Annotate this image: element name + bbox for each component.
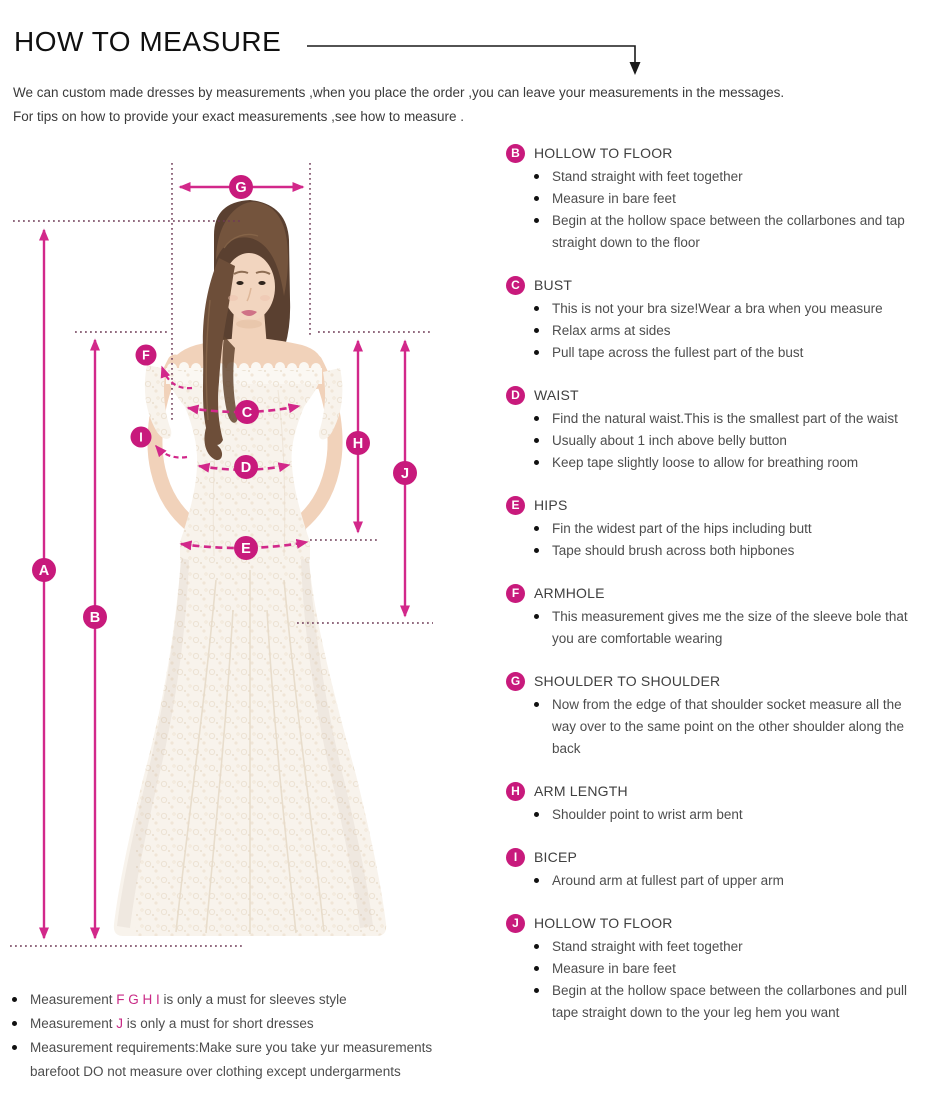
note-pre: Measurement requirements:Make sure you take yur measurements barefoot DO not measure over clothing except undergarments	[30, 1040, 433, 1079]
list-item	[534, 958, 926, 980]
note-highlight: J	[116, 1016, 124, 1031]
list-item	[534, 452, 926, 474]
svg-text:F: F	[142, 348, 150, 363]
list-item	[534, 408, 926, 430]
diagram-label-c	[235, 400, 259, 424]
note-highlight: F G H I	[116, 992, 160, 1007]
bullet-dot	[534, 306, 539, 311]
list-item	[534, 804, 926, 826]
bullet-dot	[534, 196, 539, 201]
svg-text:H: H	[352, 436, 364, 452]
bullet-dot	[534, 944, 539, 949]
bullet-dot	[534, 966, 539, 971]
list-item	[534, 342, 926, 364]
note-item	[12, 1012, 457, 1036]
list-item-text: Around arm at fullest part of upper arm	[552, 873, 784, 888]
list-item-text: Measure in bare feet	[552, 191, 676, 206]
list-item-text: This measurement gives me the size of the sleeve bole that you are comfortable wearing	[552, 609, 908, 646]
intro-line-1: We can custom made dresses by measurements ,when you place the order ,you can leave your measurements in the messages.	[13, 85, 785, 100]
diagram-label-g	[229, 175, 253, 199]
bullet-dot	[12, 1021, 17, 1026]
page-title: HOW TO MEASURE	[14, 26, 282, 57]
section-j-hollow-to-floor	[506, 913, 926, 1024]
bullet-dot	[534, 548, 539, 553]
diagram-label-j	[393, 461, 417, 485]
diagram-label-a	[32, 558, 56, 582]
note-text	[30, 1036, 455, 1084]
svg-text:D: D	[240, 460, 252, 476]
list-item	[534, 936, 926, 958]
bullet-dot	[534, 526, 539, 531]
svg-text:I: I	[139, 430, 143, 445]
bullet-dot	[534, 438, 539, 443]
list-item-text: Now from the edge of that shoulder socket measure all the way over to the same point on the other shoulder along the back	[552, 697, 904, 756]
section-title: SHOULDER TO SHOULDER	[534, 673, 721, 689]
measurement-instructions	[506, 143, 926, 1045]
section-h-arm-length	[506, 781, 926, 826]
list-item-text: Find the natural waist.This is the smallest part of the waist	[552, 411, 898, 426]
badge-e: E	[506, 496, 525, 515]
list-item-text: Stand straight with feet together	[552, 169, 743, 184]
badge-f: F	[506, 584, 525, 603]
svg-text:C: C	[241, 405, 253, 421]
intro-text	[13, 85, 784, 133]
badge-j: J	[506, 914, 525, 933]
list-item-text: Tape should brush across both hipbones	[552, 543, 795, 558]
bullet-dot	[534, 702, 539, 707]
list-item	[534, 210, 926, 254]
list-item	[534, 870, 926, 892]
section-f-armhole	[506, 583, 926, 650]
section-title: ARM LENGTH	[534, 783, 628, 799]
section-title: HOLLOW TO FLOOR	[534, 145, 673, 161]
bullet-dot	[534, 812, 539, 817]
section-title: HIPS	[534, 497, 568, 513]
note-item	[12, 1036, 457, 1084]
list-item-text: Keep tape slightly loose to allow for breathing room	[552, 455, 859, 470]
list-item	[534, 430, 926, 452]
list-item	[534, 518, 926, 540]
list-item-text: Begin at the hollow space between the collarbones and pull tape straight down to the your leg hem you want	[552, 983, 907, 1020]
bullet-dot	[534, 328, 539, 333]
measurement-notes	[12, 988, 457, 1084]
bullet-dot	[534, 416, 539, 421]
note-text	[30, 988, 455, 1012]
list-item-text: Pull tape across the fullest part of the bust	[552, 345, 804, 360]
list-item	[534, 980, 926, 1024]
svg-text:A: A	[38, 563, 50, 579]
list-item	[534, 606, 926, 650]
diagram-label-h	[346, 431, 370, 455]
badge-b: B	[506, 144, 525, 163]
list-item	[534, 540, 926, 562]
section-title: WAIST	[534, 387, 579, 403]
bullet-dot	[12, 997, 17, 1002]
diagram-label-i	[131, 427, 152, 448]
section-c-bust	[506, 275, 926, 364]
list-item-text: Fin the widest part of the hips including butt	[552, 521, 812, 536]
list-item	[534, 188, 926, 210]
svg-text:J: J	[400, 466, 410, 482]
badge-h: H	[506, 782, 525, 801]
list-item-text: Usually about 1 inch above belly button	[552, 433, 787, 448]
badge-d: D	[506, 386, 525, 405]
section-g-shoulder-to-shoulder	[506, 671, 926, 760]
list-item	[534, 694, 926, 760]
section-d-waist	[506, 385, 926, 474]
badge-g: G	[506, 672, 525, 691]
badge-i: I	[506, 848, 525, 867]
diagram-label-f	[136, 345, 157, 366]
title-pointer-arrow	[0, 0, 930, 82]
section-title: BUST	[534, 277, 573, 293]
diagram-label-e	[234, 536, 258, 560]
note-post: is only a must for short dresses	[123, 1016, 314, 1031]
note-text	[30, 1012, 455, 1036]
measurement-diagram	[0, 140, 470, 1020]
diagram-label-d	[234, 455, 258, 479]
note-pre: Measurement	[30, 1016, 117, 1031]
note-post: is only a must for sleeves style	[159, 992, 347, 1007]
model-figure	[114, 200, 395, 943]
note-item	[12, 988, 457, 1012]
bullet-dot	[534, 614, 539, 619]
list-item	[534, 166, 926, 188]
section-title: HOLLOW TO FLOOR	[534, 915, 673, 931]
chin-shadow	[236, 320, 262, 329]
badge-c: C	[506, 276, 525, 295]
bullet-dot	[12, 1045, 17, 1050]
list-item-text: Shoulder point to wrist arm bent	[552, 807, 743, 822]
list-item-text: Begin at the hollow space between the collarbones and tap straight down to the floor	[552, 213, 905, 250]
section-title: ARMHOLE	[534, 585, 605, 601]
list-item-text: Relax arms at sides	[552, 323, 671, 338]
intro-line-2: For tips on how to provide your exact measurements ,see how to measure .	[13, 109, 464, 124]
section-e-hips	[506, 495, 926, 562]
bullet-dot	[534, 460, 539, 465]
svg-text:G: G	[235, 180, 247, 196]
list-item-text: Measure in bare feet	[552, 961, 676, 976]
section-b-hollow-to-floor	[506, 143, 926, 254]
diagram-label-b	[83, 605, 107, 629]
bullet-dot	[534, 350, 539, 355]
section-title: BICEP	[534, 849, 578, 865]
svg-text:B: B	[89, 610, 101, 626]
section-i-bicep	[506, 847, 926, 892]
note-pre: Measurement	[30, 992, 117, 1007]
list-item	[534, 320, 926, 342]
bullet-dot	[534, 878, 539, 883]
list-item-text: This is not your bra size!Wear a bra when you measure	[552, 301, 883, 316]
list-item-text: Stand straight with feet together	[552, 939, 743, 954]
svg-text:E: E	[241, 541, 251, 557]
list-item	[534, 298, 926, 320]
bullet-dot	[534, 174, 539, 179]
bullet-dot	[534, 988, 539, 993]
bullet-dot	[534, 218, 539, 223]
